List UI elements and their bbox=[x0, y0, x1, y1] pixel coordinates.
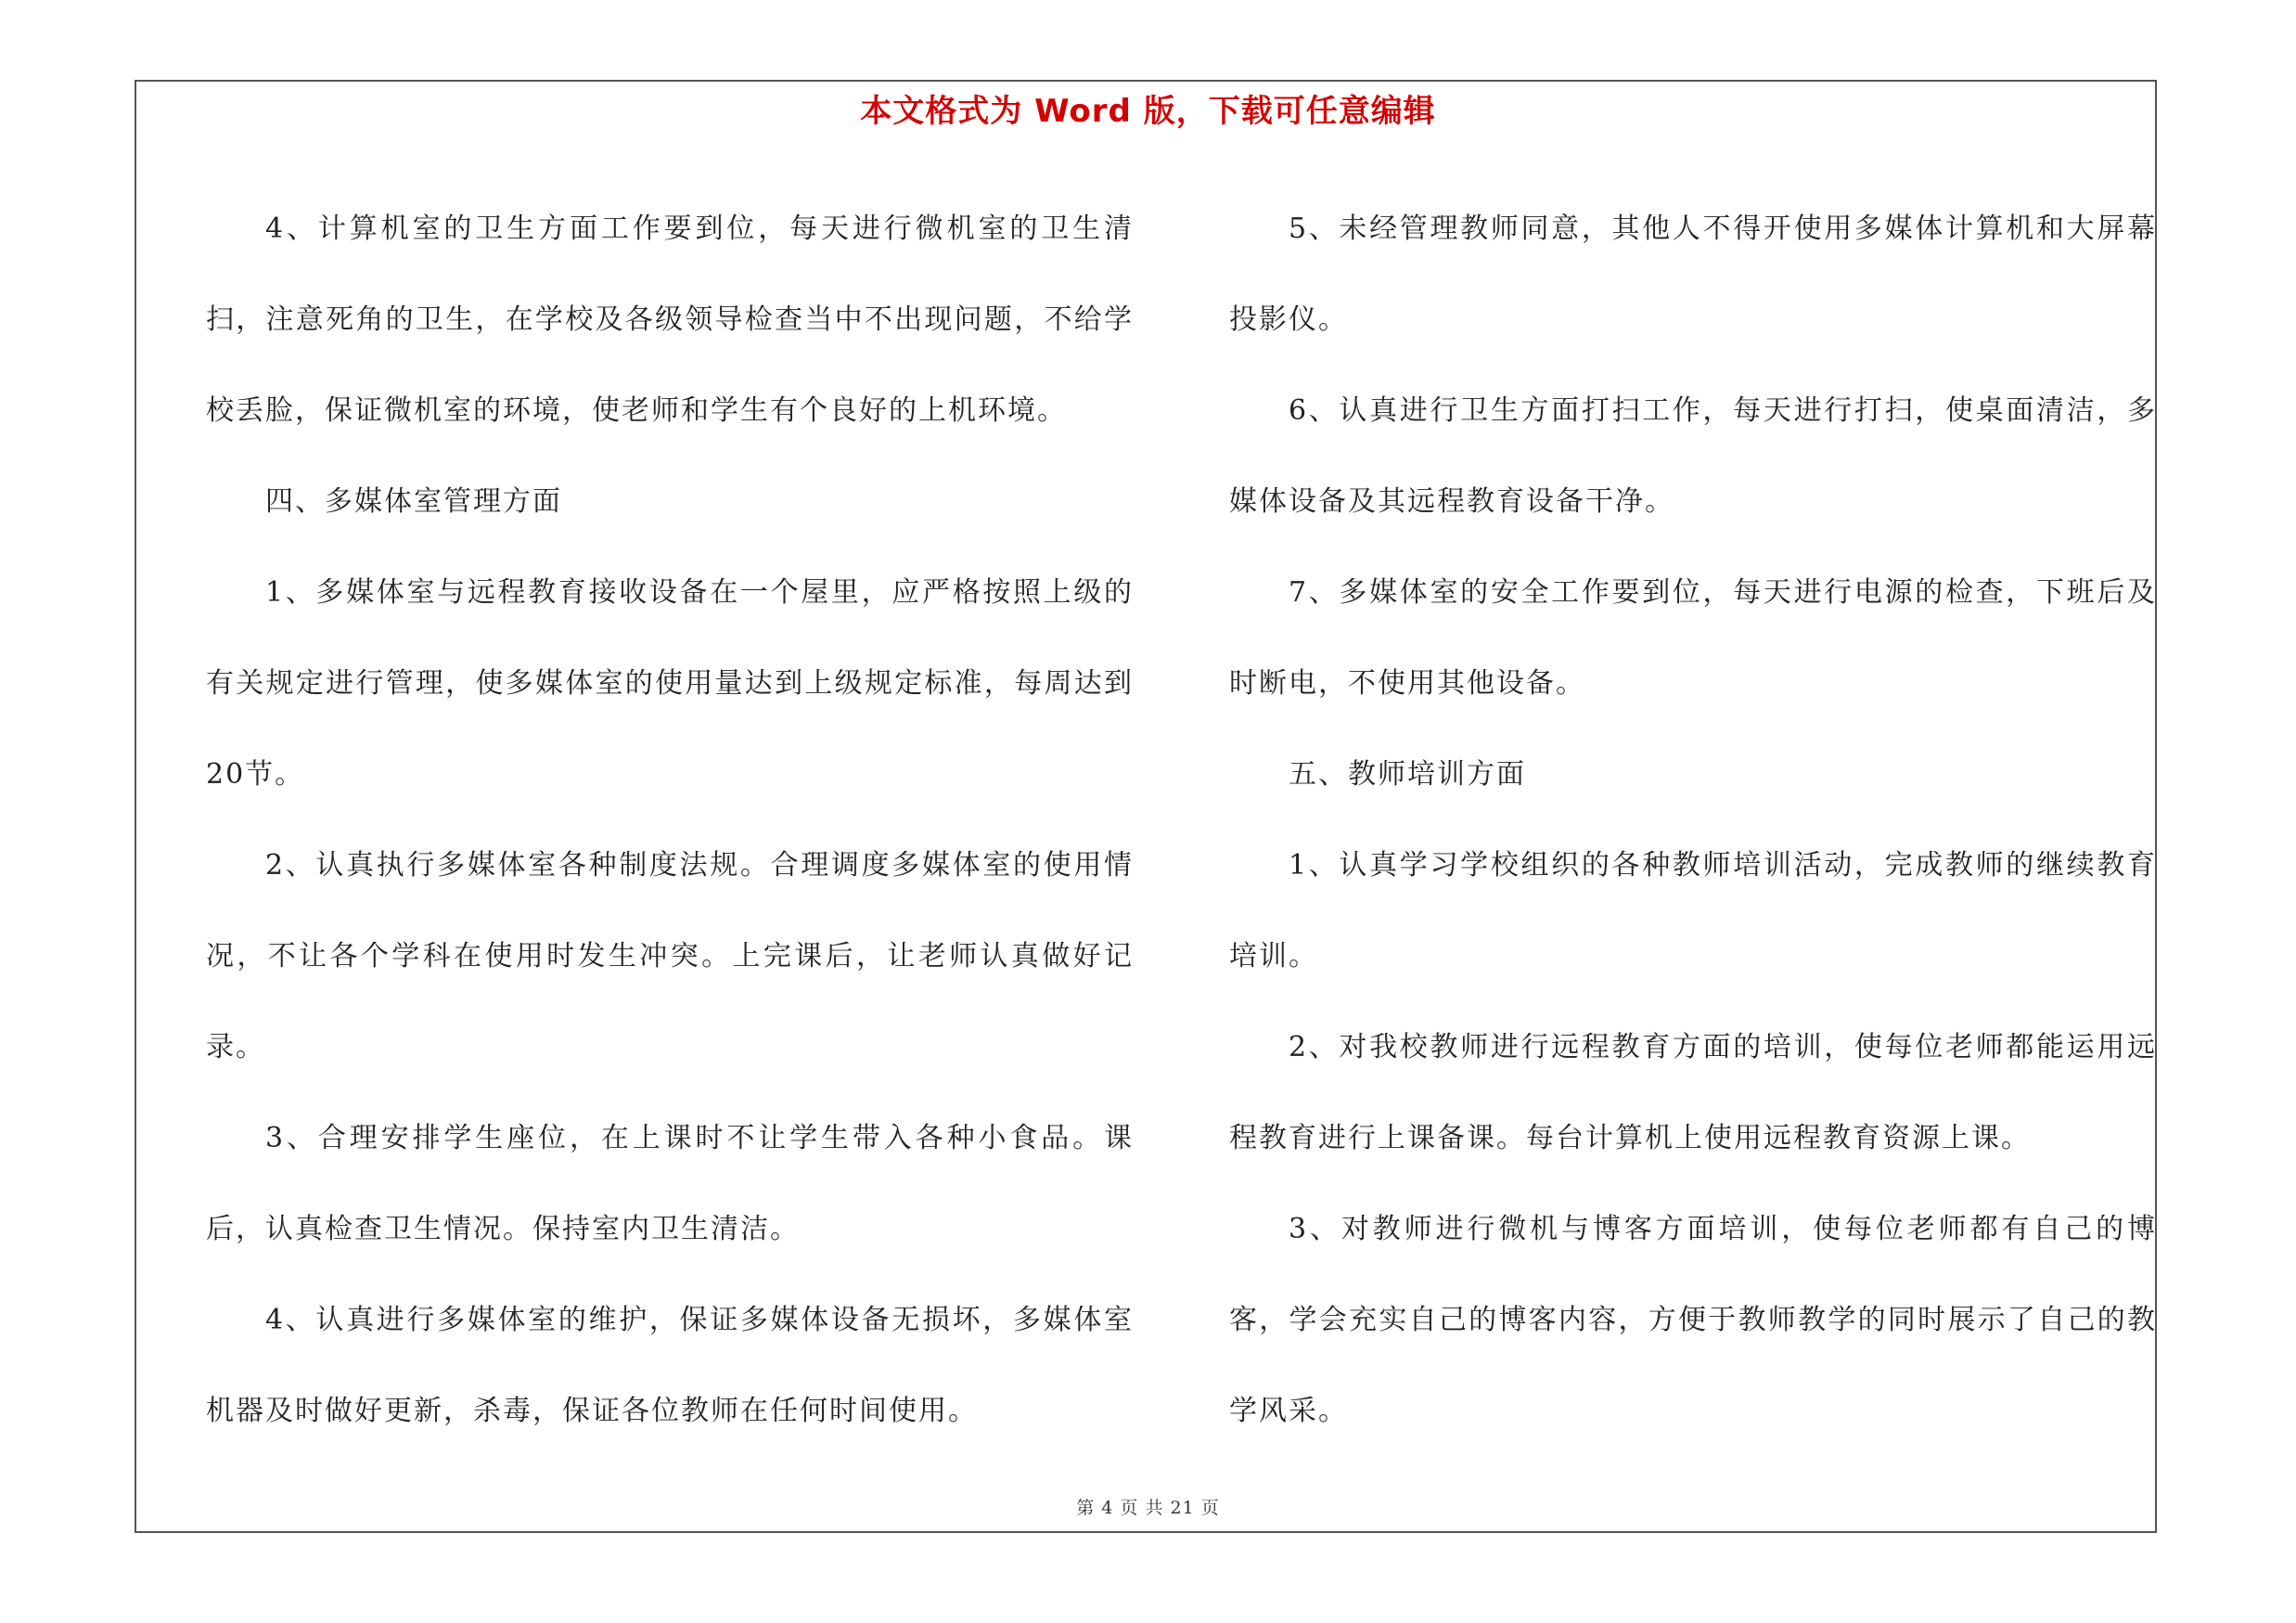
header-banner: 本文格式为 Word 版，下载可任意编辑 bbox=[860, 93, 1436, 130]
paragraph: 2、对我校教师进行远程教育方面的培训，使每位老师都能运用远程教育进行上课备课。每台计算机上使用远程教育资源上课。 bbox=[1229, 1031, 2157, 1154]
paragraph: 4、认真进行多媒体室的维护，保证多媒体设备无损坏，多媒体室机器及时做好更新，杀毒，保证各位教师在任何时间使用。 bbox=[206, 1304, 1134, 1427]
paragraph: 2、认真执行多媒体室各种制度法规。合理调度多媒体室的使用情况，不让各个学科在使用时发生冲突。上完课后，让老师认真做好记录。 bbox=[206, 849, 1134, 1063]
paragraph: 3、合理安排学生座位，在上课时不让学生带入各种小食品。课后，认真检查卫生情况。保持室内卫生清洁。 bbox=[206, 1122, 1134, 1245]
paragraph: 4、计算机室的卫生方面工作要到位，每天进行微机室的卫生清扫，注意死角的卫生，在学校及各级领导检查当中不出现问题，不给学校丢脸，保证微机室的环境，使老师和学生有个良好的上机环境。 bbox=[206, 213, 1134, 427]
section-heading: 四、多媒体室管理方面 bbox=[265, 485, 562, 518]
left-column bbox=[206, 184, 1134, 1457]
paragraph: 7、多媒体室的安全工作要到位，每天进行电源的检查，下班后及时断电，不使用其他设备。 bbox=[1229, 576, 2157, 700]
paragraph: 5、未经管理教师同意，其他人不得开使用多媒体计算机和大屏幕投影仪。 bbox=[1229, 213, 2157, 336]
section-heading: 五、教师培训方面 bbox=[1289, 758, 1526, 791]
paragraph: 1、认真学习学校组织的各种教师培训活动，完成教师的继续教育培训。 bbox=[1229, 849, 2157, 973]
paragraph: 6、认真进行卫生方面打扫工作，每天进行打扫，使桌面清洁，多媒体设备及其远程教育设备干净。 bbox=[1229, 394, 2157, 518]
paragraph: 1、多媒体室与远程教育接收设备在一个屋里，应严格按照上级的有关规定进行管理，使多媒体室的使用量达到上级规定标准，每周达到20节。 bbox=[206, 576, 1134, 791]
paragraph: 3、对教师进行微机与博客方面培训，使每位老师都有自己的博客，学会充实自己的博客内容，方便于教师教学的同时展示了自己的教学风采。 bbox=[1229, 1213, 2157, 1427]
page-number-footer: 第 4 页 共 21 页 bbox=[1076, 1498, 1220, 1518]
right-column bbox=[1229, 184, 2157, 1457]
